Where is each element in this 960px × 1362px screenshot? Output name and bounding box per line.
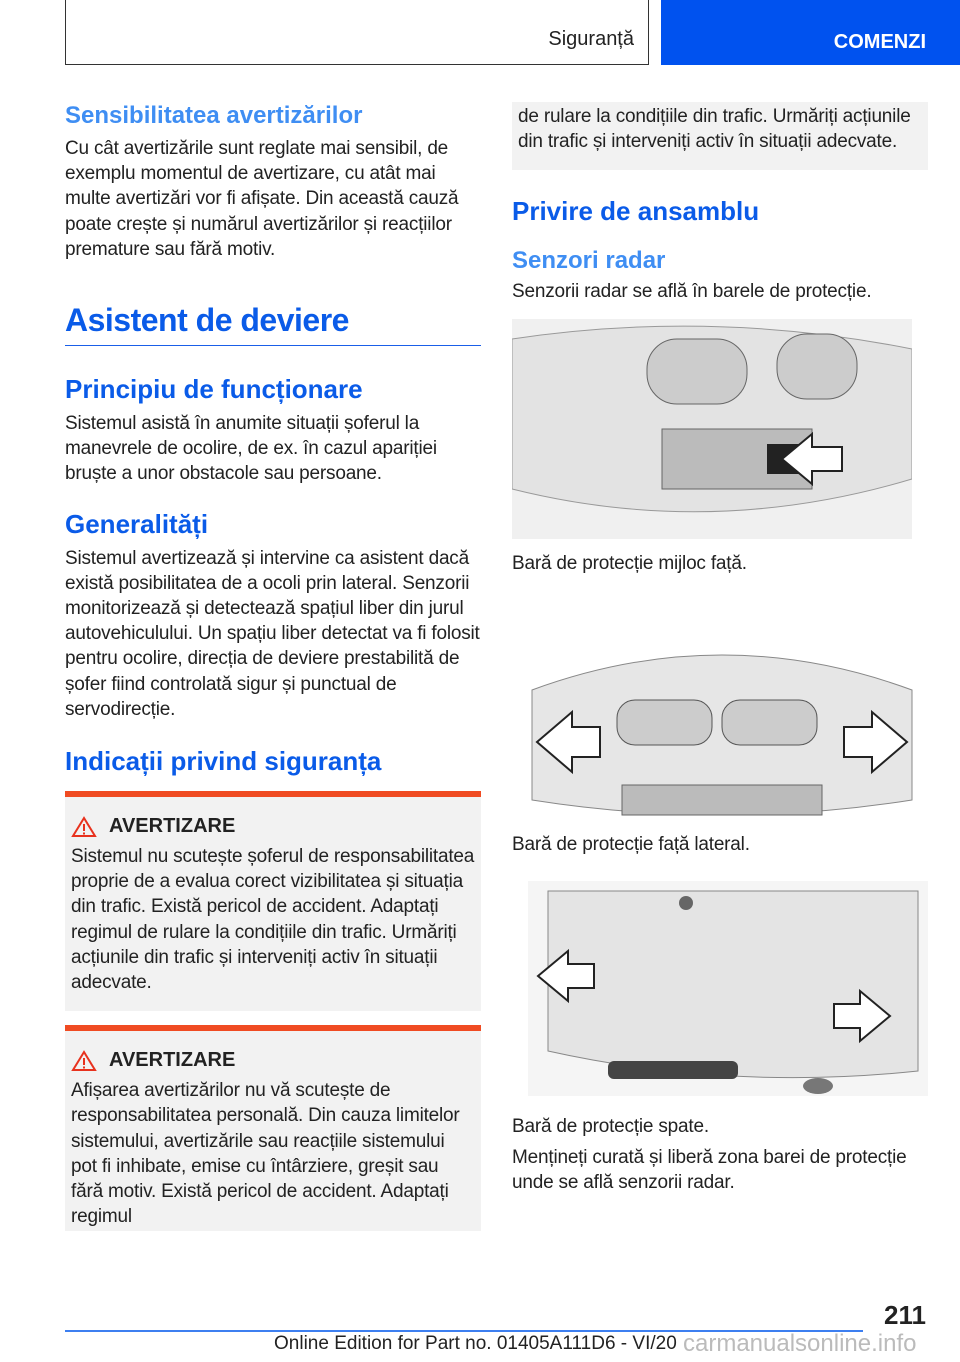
heading-senzori: Senzori radar bbox=[512, 247, 666, 275]
front-bumper-side-image bbox=[522, 600, 922, 820]
paragraph: Mențineți curată și liberă zona barei de protecție unde se află senzorii radar. bbox=[512, 1147, 907, 1194]
paragraph: Senzorii radar se află în barele de protecție. bbox=[512, 281, 872, 303]
heading-sensibilitate: Sensibilitatea avertizărilor bbox=[65, 102, 363, 129]
tab-comenzi[interactable]: COMENZI bbox=[661, 0, 960, 65]
page-number: 211 bbox=[884, 1300, 926, 1330]
warning-continuation bbox=[512, 102, 928, 170]
warning-box bbox=[65, 791, 481, 1011]
warning-text: Sistemul nu scutește șoferul de responsabilitatea proprie de a evalua corect vizibilitatea și situația din trafic. Există pericol de accident. Adaptați regimul de rulare la condițiile din trafic. Urmăriți acțiunile din trafic și interveniți activ în situații adecvate. bbox=[71, 846, 475, 994]
warning-box bbox=[65, 1025, 481, 1231]
paragraph: Sistemul avertizează și intervine ca asistent dacă există posibilitatea de a ocoli prin lateral. Senzorii monitorizează și detectează spațiul liber din jurul autovehiculului. Un spațiu liber detectat va fi folosit pentru ocolire, direcția de deviere prestabilită de șofer fiind controlată sigur și punctual de servodirecție. bbox=[65, 547, 480, 720]
heading-generalitati: Generalități bbox=[65, 508, 209, 539]
warning-text: Afișarea avertizărilor nu vă scutește de responsabilitatea personală. Din cauza limitelor sistemului, avertizările sau reacțiile sistemului pot fi inhibate, emise cu întârziere, greșit sau fără motiv. Există pericol de accident. Adaptați regimul bbox=[71, 1080, 460, 1228]
watermark: carmanualsonline.info bbox=[683, 1330, 917, 1357]
left-column bbox=[65, 102, 481, 1245]
edition-text: Online Edition for Part no. 01405A111D6 - VI/20 bbox=[274, 1333, 677, 1354]
caption: Bară de protecție spate. bbox=[512, 1116, 709, 1138]
caption: Bară de protecție față lateral. bbox=[512, 833, 750, 855]
right-column bbox=[512, 102, 928, 1196]
paragraph: Cu cât avertizările sunt reglate mai sensibil, de exemplu momentul de avertizare, cu atât mai multe avertizări vor fi afișate. Din această cauză poate crește și numărul avertizărilor și reacțiilor premature sau fără motiv. bbox=[65, 138, 459, 260]
warning-icon bbox=[71, 816, 97, 838]
header-box bbox=[65, 0, 649, 65]
section-title: Siguranță bbox=[548, 28, 634, 50]
warning-title: AVERTIZARE bbox=[109, 815, 236, 838]
warning-icon bbox=[71, 1050, 97, 1072]
warning-title: AVERTIZARE bbox=[109, 1049, 236, 1072]
heading-privire: Privire de ansamblu bbox=[512, 196, 760, 227]
paragraph: Sistemul asistă în anumite situații șoferul la manevrele de ocolire, de ex. în cazul apariției bruște a unor obstacole sau persoane. bbox=[65, 413, 437, 485]
heading-principiu: Principiu de funcționare bbox=[65, 374, 363, 405]
heading-indicatii: Indicații privind siguranța bbox=[65, 746, 382, 777]
chapter-title: Asistent de deviere bbox=[65, 302, 481, 346]
warning-text: de rulare la condițiile din trafic. Urmăriți acțiunile din trafic și interveniți activ în situații adecvate. bbox=[518, 106, 911, 153]
caption: Bară de protecție mijloc față. bbox=[512, 552, 747, 574]
rear-bumper-image bbox=[528, 881, 928, 1096]
front-bumper-center-image bbox=[512, 319, 912, 539]
